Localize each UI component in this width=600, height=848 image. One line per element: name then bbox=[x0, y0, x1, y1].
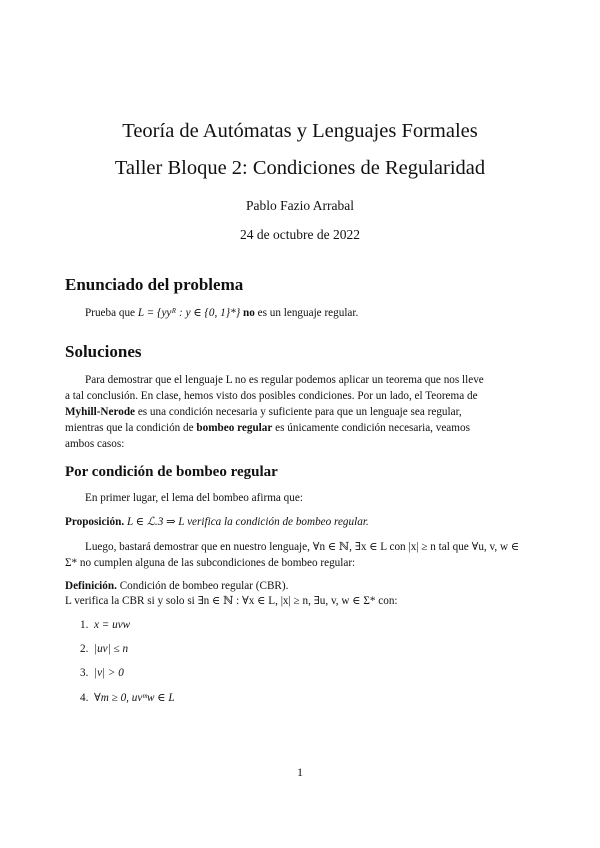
condition-2 bbox=[80, 643, 128, 655]
condition-2-number: 2. bbox=[80, 643, 89, 655]
condition-1 bbox=[80, 619, 130, 631]
problem-statement bbox=[85, 306, 358, 322]
solutions-line-5: ambos casos: bbox=[65, 438, 125, 450]
condition-1-number: 1. bbox=[80, 619, 89, 631]
condition-4-text: ∀m ≥ 0, uvᵐw ∈ L bbox=[94, 692, 175, 704]
statement-math: L = {yyᴿ : y ∈ {0, 1}*} bbox=[137, 307, 241, 319]
document-title-line-2: Taller Bloque 2: Condiciones de Regularidad bbox=[114, 157, 486, 179]
luego-line-2: Σ* no cumplen alguna de las subcondiciones de bombeo regular: bbox=[65, 557, 356, 569]
solutions-line-1: Para demostrar que el lenguaje L no es regular podemos aplicar un teorema que nos lleve bbox=[85, 374, 484, 386]
statement-prefix: Prueba que bbox=[85, 307, 138, 319]
definition-label: Definición. bbox=[65, 580, 117, 592]
heading-bombeo: Por condición de bombeo regular bbox=[65, 464, 278, 480]
statement-suffix: es un lenguaje regular. bbox=[254, 307, 359, 319]
solutions-line-3-rest: es una condición necesaria y suficiente para que un lenguaje sea regular, bbox=[135, 406, 462, 418]
condition-3-text: |v| > 0 bbox=[94, 667, 124, 679]
solutions-line-4-prefix: mientras que la condición de bbox=[65, 422, 197, 434]
proposition-text: L ∈ ℒ.3 ⇒ L verifica la condición de bombeo regular. bbox=[124, 516, 369, 528]
condition-3 bbox=[80, 667, 124, 679]
condition-3-number: 3. bbox=[80, 667, 89, 679]
solutions-line-3 bbox=[65, 405, 462, 421]
bombeo-regular-term: bombeo regular bbox=[196, 422, 273, 434]
heading-enunciado: Enunciado del problema bbox=[65, 275, 244, 294]
bombeo-intro: En primer lugar, el lema del bombeo afirma que: bbox=[85, 492, 303, 504]
luego-line-1: Luego, bastará demostrar que en nuestro lenguaje, ∀n ∈ ℕ, ∃x ∈ L con |x| ≥ n tal que ∀u, v, w ∈ bbox=[85, 541, 520, 553]
page-number: 1 bbox=[297, 765, 303, 779]
condition-1-text: x = uvw bbox=[94, 619, 131, 631]
myhill-nerode-term: Myhill-Nerode bbox=[65, 406, 136, 418]
condition-4-number: 4. bbox=[80, 692, 89, 704]
definition-text: Condición de bombeo regular (CBR). bbox=[116, 580, 289, 592]
heading-soluciones: Soluciones bbox=[65, 342, 142, 361]
proposition bbox=[65, 515, 369, 531]
solutions-line-2: a tal conclusión. En clase, hemos visto dos posibles condiciones. Por un lado, el Teorema de bbox=[65, 390, 478, 402]
definition bbox=[65, 579, 288, 595]
document-title-line-1: Teoría de Autómatas y Lenguajes Formales bbox=[122, 120, 478, 142]
statement-bold: no bbox=[243, 307, 255, 319]
proposition-label: Proposición. bbox=[65, 516, 125, 528]
definition-line-2: L verifica la CBR si y solo si ∃n ∈ ℕ : ∀x ∈ L, |x| ≥ n, ∃u, v, w ∈ Σ* con: bbox=[65, 595, 398, 607]
author: Pablo Fazio Arrabal bbox=[246, 198, 354, 213]
date: 24 de octubre de 2022 bbox=[240, 227, 360, 242]
solutions-line-4-suffix: es únicamente condición necesaria, veamos bbox=[272, 422, 470, 434]
solutions-line-4 bbox=[65, 421, 470, 437]
condition-4 bbox=[80, 691, 175, 704]
condition-2-text: |uv| ≤ n bbox=[94, 643, 129, 655]
